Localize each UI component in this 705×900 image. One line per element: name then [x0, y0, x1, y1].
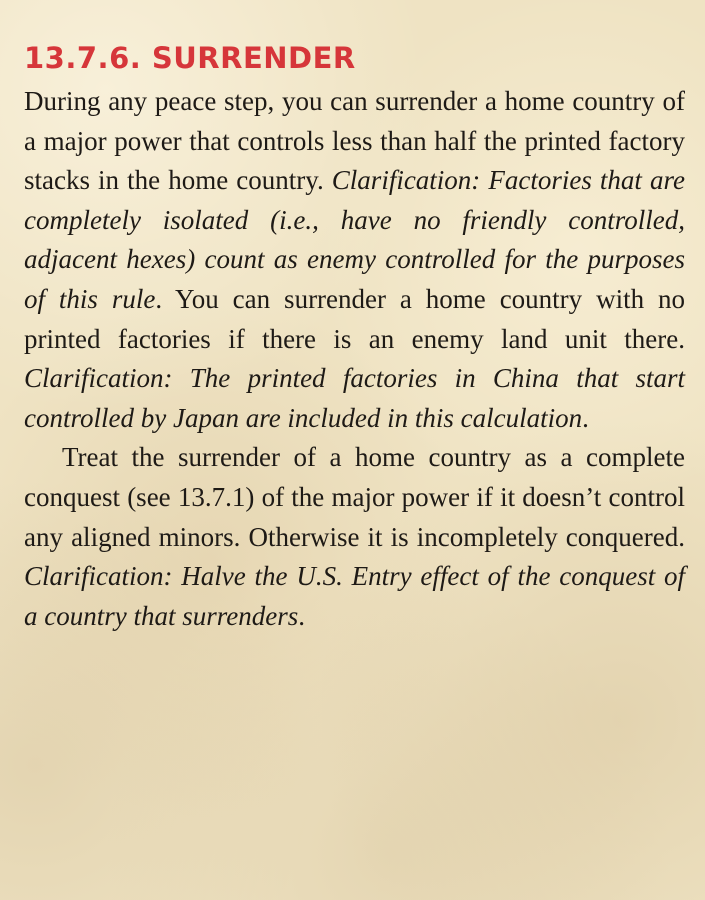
rule-text: . — [582, 402, 589, 433]
rule-paragraph — [24, 82, 685, 438]
clarification-text: Clarification: Factories that are completely isolated (i.e., have no friendly controlled, adjacent hexes) count as enemy controlled for the purposes of this rule — [24, 165, 685, 314]
rule-paragraph — [24, 438, 685, 636]
rulebook-section — [24, 38, 685, 636]
rule-text: During any peace step, you can surrender a home country of a major power that controls less than half the printed factory stacks in the home country. — [24, 86, 685, 196]
section-heading: 13.7.6. SURRENDER — [24, 41, 356, 75]
rule-text: . — [298, 600, 305, 631]
clarification-text: Clarification: The printed factories in China that start controlled by Japan are included in this calculation — [24, 363, 685, 433]
rule-text: . You can surrender a home country with no printed factories if there is an enemy land unit there. — [24, 283, 685, 354]
rule-text: Treat the surrender of a home country as a complete conquest (see 13.7.1) of the major power if it doesn’t control any aligned minors. Otherwise it is incompletely conquered. — [24, 442, 685, 552]
clarification-text: Clarification: Halve the U.S. Entry effect of the conquest of a country that surrenders — [24, 561, 685, 631]
